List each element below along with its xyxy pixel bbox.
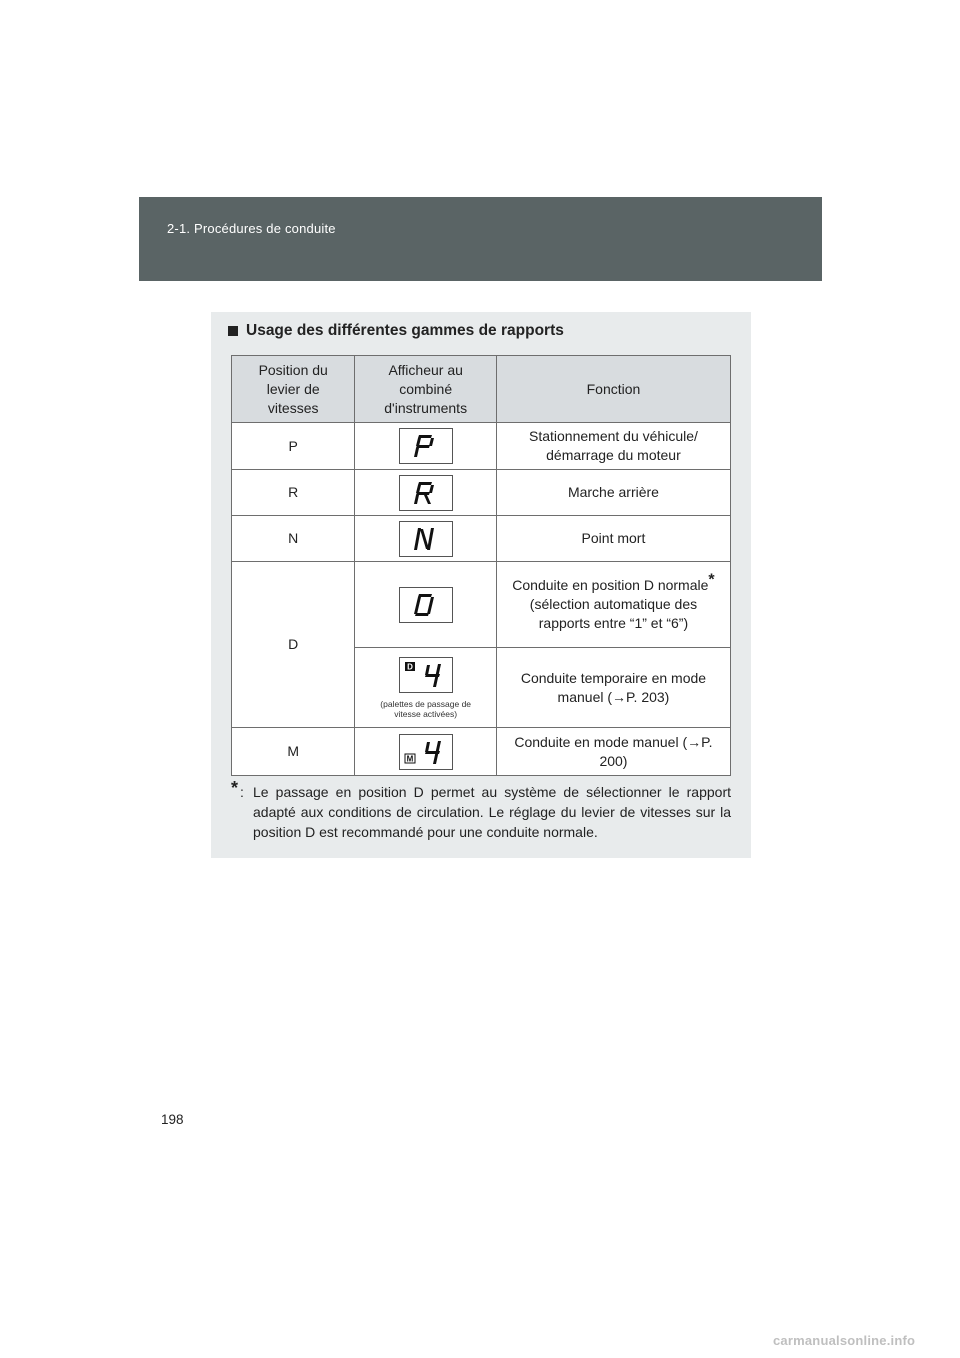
function-cell: Stationnement du véhicule/ démarrage du moteur (496, 423, 730, 470)
section-title-text: Usage des différentes gammes de rapports (246, 322, 564, 339)
footnote-marker: * (708, 571, 715, 589)
table-row (232, 562, 731, 648)
display-cell (355, 728, 497, 776)
position-cell: M (232, 728, 355, 776)
table-row (232, 470, 731, 516)
position-cell: D (232, 562, 355, 728)
display-cell (355, 423, 497, 470)
display-cell (355, 562, 497, 648)
table-row (232, 423, 731, 470)
position-cell: N (232, 516, 355, 562)
table-row (232, 728, 731, 776)
svg-text:M: M (406, 754, 414, 763)
function-cell (496, 562, 730, 648)
section-heading (228, 322, 564, 340)
gear-display-n-icon (399, 521, 453, 557)
footnote-text: Le passage en position D permet au système de sélectionner le rapport adapté aux conditions de circulation. Le réglage du levier de vitesses sur la position D est recommandé pour une conduite normale. (253, 784, 731, 840)
position-cell: P (232, 423, 355, 470)
gear-range-table (231, 355, 731, 776)
footnote-colon: : (240, 784, 244, 800)
watermark: carmanualsonline.info (773, 1333, 916, 1348)
function-cell: Point mort (496, 516, 730, 562)
function-line-2: (sélection automatique des rapports entre “1” et “6”) (529, 596, 698, 631)
function-line-1: Conduite en position D normale* (512, 571, 715, 593)
function-cell: Conduite temporaire en mode manuel (→P. 203) (496, 648, 730, 728)
gear-display-d-icon (399, 587, 453, 623)
chapter-header (139, 197, 822, 281)
footnote (231, 778, 731, 842)
display-cell (355, 648, 497, 728)
svg-text:D: D (406, 662, 413, 671)
gear-display-r-icon (399, 475, 453, 511)
header-position: Position du levier de vitesses (232, 356, 355, 423)
gear-display-m4-icon (399, 734, 453, 770)
table-header-row (232, 356, 731, 423)
gear-display-p-icon (399, 428, 453, 464)
info-panel (211, 312, 751, 858)
footnote-star: * (231, 778, 239, 798)
display-cell (355, 516, 497, 562)
header-function: Fonction (496, 356, 730, 423)
square-bullet-icon (228, 326, 238, 336)
chapter-title: 2-1. Procédures de conduite (167, 221, 336, 236)
position-cell: R (232, 470, 355, 516)
table-row (232, 516, 731, 562)
function-cell: Conduite en mode manuel (→P. 200) (496, 728, 730, 776)
page-number: 198 (161, 1112, 184, 1127)
function-cell: Marche arrière (496, 470, 730, 516)
display-cell (355, 470, 497, 516)
header-display: Afficheur au combiné d'instruments (355, 356, 497, 423)
gear-display-d4-icon (399, 657, 453, 693)
display-caption: (palettes de passage de vitesse activées) (380, 698, 472, 719)
